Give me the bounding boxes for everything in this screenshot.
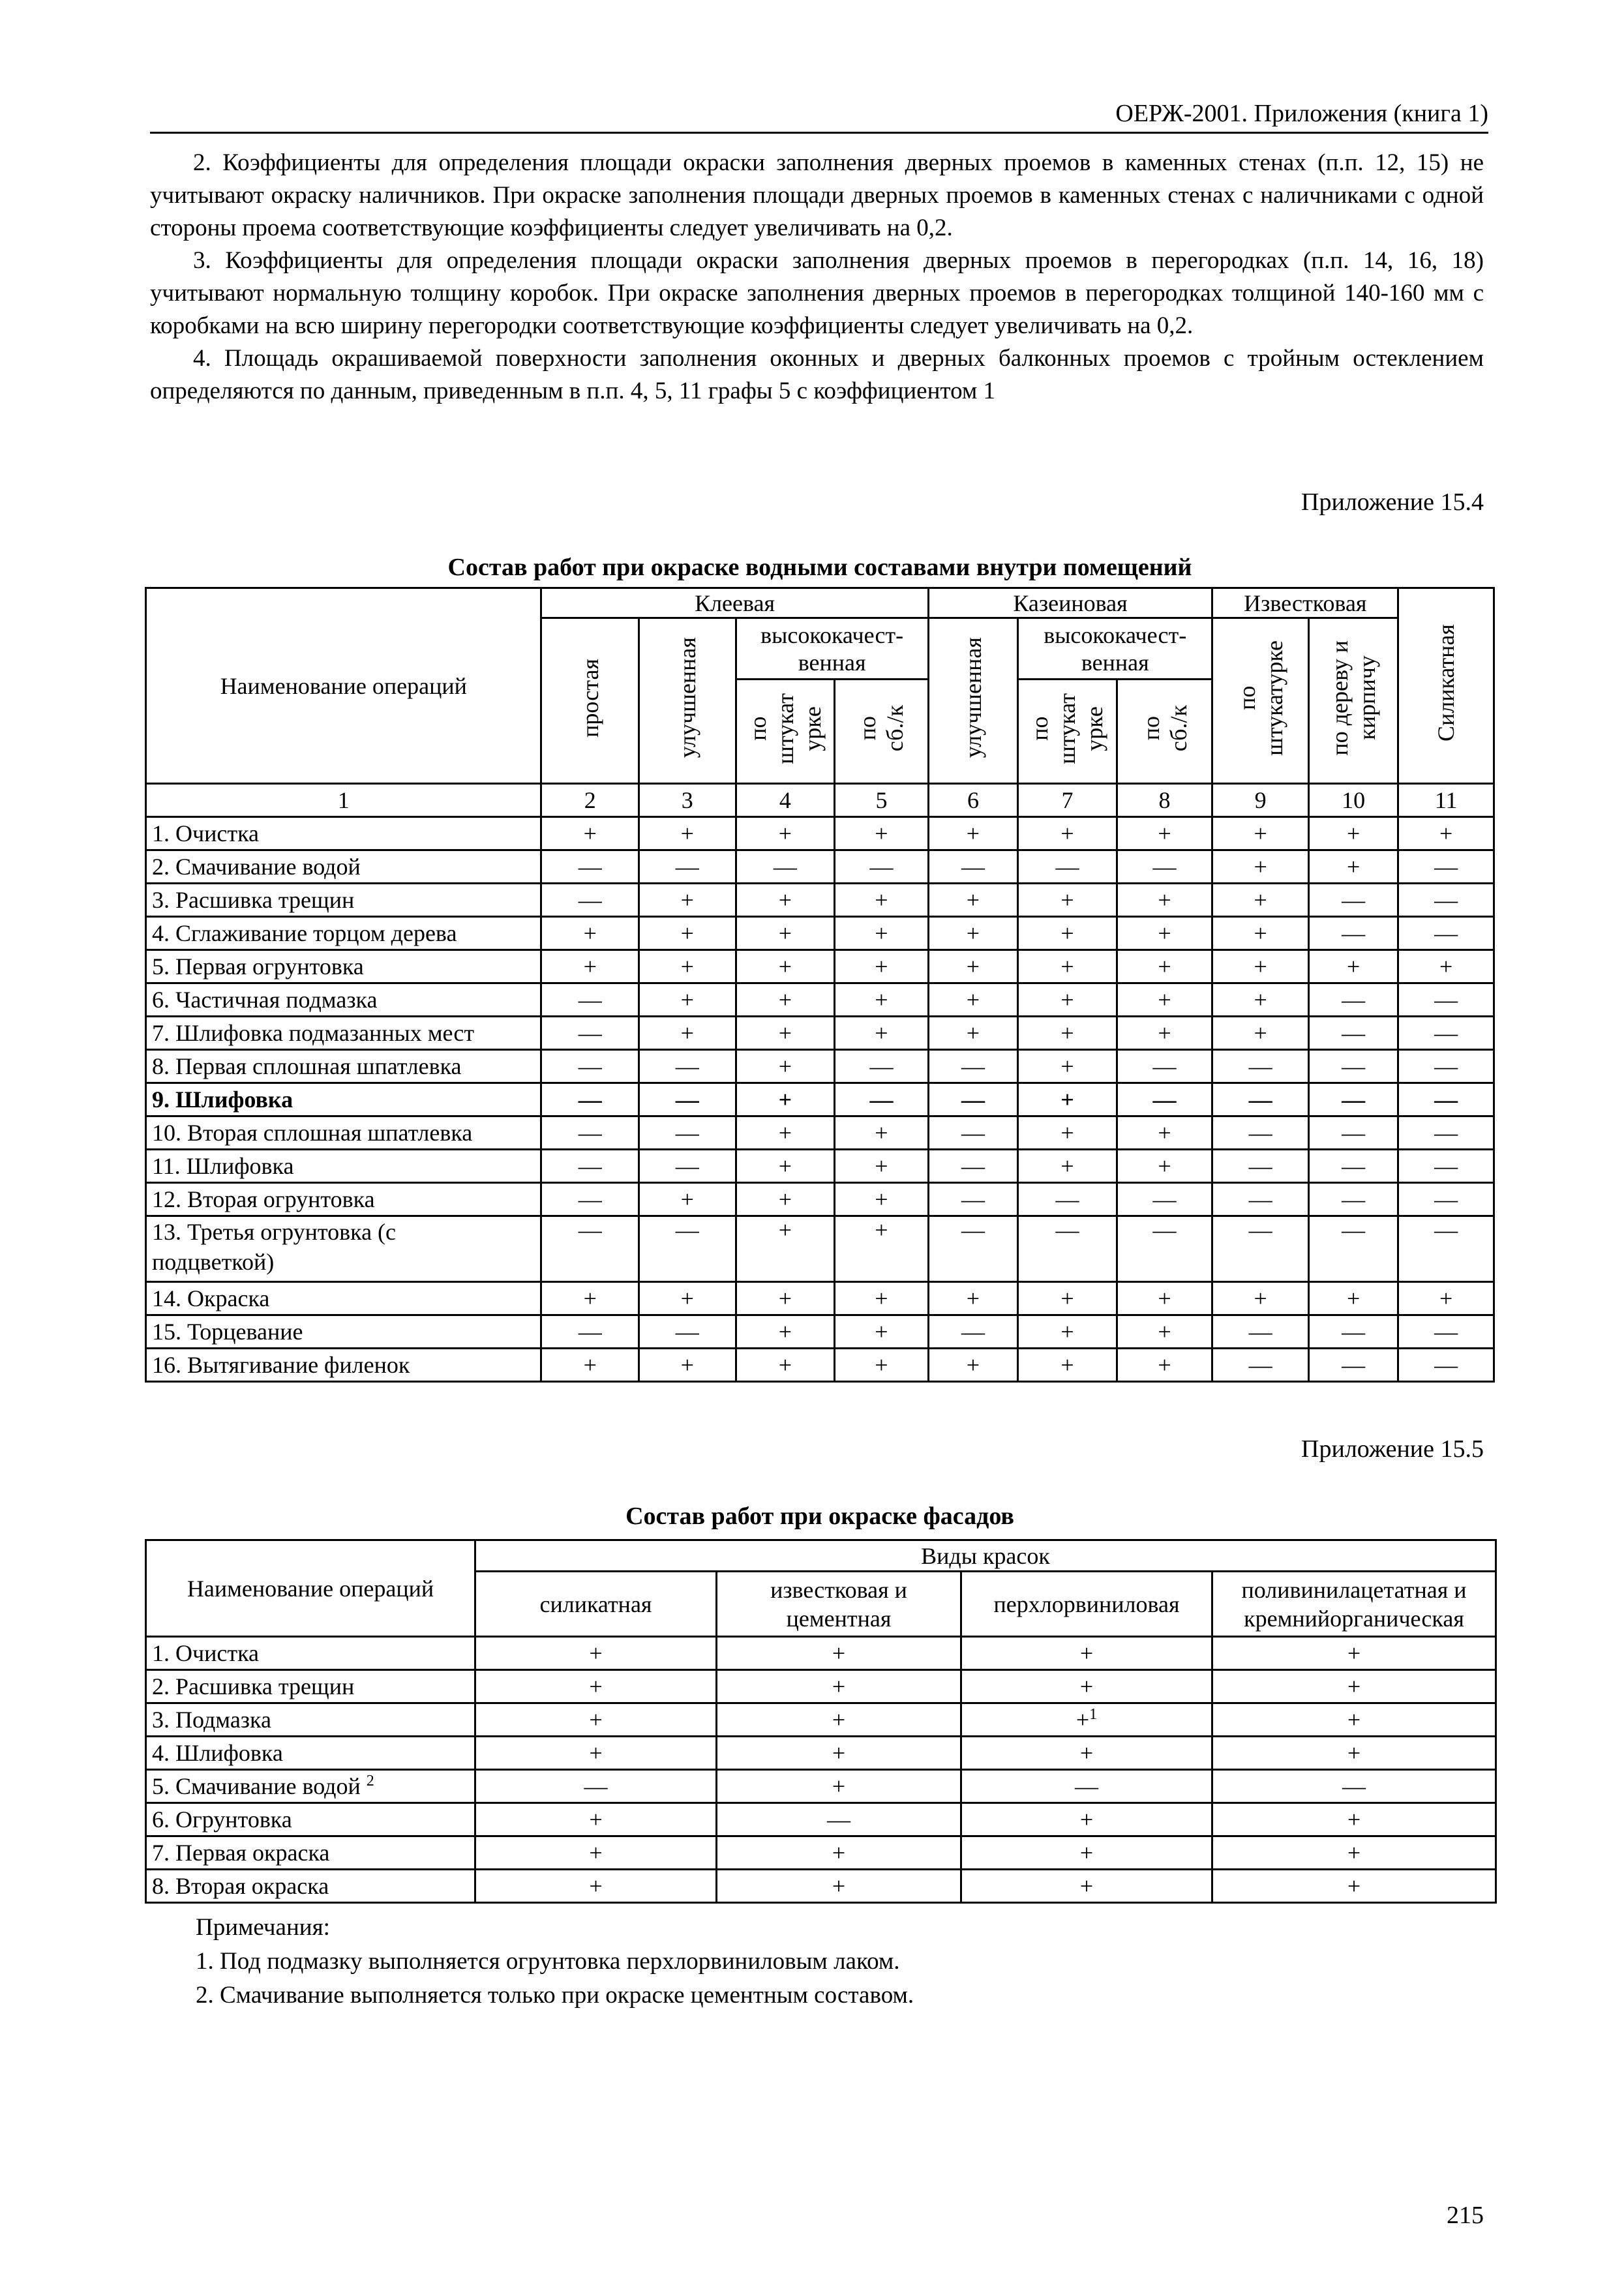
table-cell: — bbox=[541, 1017, 639, 1050]
table-row bbox=[146, 817, 1494, 850]
table-cell: + bbox=[475, 1836, 717, 1870]
footnotes bbox=[196, 1911, 914, 2012]
table-cell: + bbox=[961, 1803, 1212, 1836]
operation-name: 7. Первая окраска bbox=[146, 1836, 475, 1870]
table-cell: + bbox=[928, 1282, 1017, 1315]
table-row bbox=[146, 1737, 1496, 1770]
note-paragraph: 4. Площадь окрашиваемой поверхности заполнения оконных и дверных балконных проемов с тройным остеклением определяются по данным, приведенным в п.п. 4, 5, 11 графы 5 с коэффициентом 1 bbox=[150, 345, 1484, 404]
footnotes-heading: Примечания: bbox=[196, 1914, 330, 1941]
table-cell: — bbox=[1117, 1216, 1212, 1282]
table-cell: + bbox=[835, 1183, 929, 1216]
table-cell: + bbox=[928, 950, 1017, 983]
operation-name: 12. Вторая огрунтовка bbox=[146, 1183, 541, 1216]
table-cell: + bbox=[541, 950, 639, 983]
table-cell: — bbox=[1308, 1349, 1398, 1382]
table-row bbox=[146, 1116, 1494, 1150]
table-cell: + bbox=[928, 983, 1017, 1017]
table-cell: — bbox=[1398, 1050, 1494, 1083]
operation-name: 16. Вытягивание филенок bbox=[146, 1349, 541, 1382]
table-cell: — bbox=[541, 1150, 639, 1183]
sbk-header: по сб./к bbox=[835, 680, 929, 784]
operation-name: 4. Сглаживание торцом дерева bbox=[146, 917, 541, 950]
table-cell: + bbox=[835, 1349, 929, 1382]
table-cell: + bbox=[1398, 817, 1494, 850]
table-cell: — bbox=[1398, 983, 1494, 1017]
table-cell: + bbox=[1212, 1637, 1496, 1670]
table-cell: — bbox=[1308, 983, 1398, 1017]
table-cell: + bbox=[736, 1083, 835, 1116]
table-cell: + bbox=[1018, 1315, 1117, 1349]
table-row bbox=[146, 917, 1494, 950]
table-cell: — bbox=[1398, 917, 1494, 950]
table-cell: + bbox=[1212, 884, 1309, 917]
table-cell: — bbox=[1398, 1183, 1494, 1216]
column-number: 10 bbox=[1308, 784, 1398, 817]
lime-wood-header: по дереву и кирпичу bbox=[1308, 618, 1398, 784]
table-cell: + bbox=[736, 1216, 835, 1282]
table-cell: + bbox=[1018, 1349, 1117, 1382]
table-cell: + bbox=[639, 1183, 736, 1216]
silicate-paint-header: силикатная bbox=[475, 1572, 717, 1637]
table-cell: — bbox=[928, 1315, 1017, 1349]
table-row bbox=[146, 884, 1494, 917]
table-cell: + bbox=[961, 1870, 1212, 1903]
table-cell: — bbox=[1308, 1083, 1398, 1116]
column-number: 3 bbox=[639, 784, 736, 817]
indoor-painting-table bbox=[145, 587, 1495, 1383]
table-cell: + bbox=[475, 1803, 717, 1836]
table-cell: — bbox=[1212, 1216, 1309, 1282]
appendix-15-4-label: Приложение 15.4 bbox=[1301, 488, 1484, 516]
table-cell: + bbox=[1018, 817, 1117, 850]
table-cell: + bbox=[1117, 1349, 1212, 1382]
table-cell: — bbox=[1212, 1183, 1309, 1216]
table-row bbox=[146, 1670, 1496, 1703]
lime-header: Известковая bbox=[1212, 588, 1398, 618]
table-cell: + bbox=[835, 884, 929, 917]
table-cell: + bbox=[736, 817, 835, 850]
table-row bbox=[146, 983, 1494, 1017]
table-cell: — bbox=[1308, 1150, 1398, 1183]
table-cell: + bbox=[1398, 1282, 1494, 1315]
table-cell: + bbox=[928, 1349, 1017, 1382]
table-row bbox=[146, 1017, 1494, 1050]
table-cell: + bbox=[1018, 917, 1117, 950]
table-cell: + bbox=[961, 1836, 1212, 1870]
column-number: 8 bbox=[1117, 784, 1212, 817]
table-cell: — bbox=[928, 1050, 1017, 1083]
table-cell: + bbox=[1018, 1282, 1117, 1315]
operation-name: 6. Частичная подмазка bbox=[146, 983, 541, 1017]
operation-name: 13. Третья огрунтовка (с подцветкой) bbox=[146, 1216, 541, 1282]
table-cell: — bbox=[1308, 1183, 1398, 1216]
table-cell: + bbox=[835, 1282, 929, 1315]
table-cell: — bbox=[541, 850, 639, 884]
casein-plaster-header: по штукат урке bbox=[1018, 680, 1117, 784]
table-cell: + bbox=[639, 817, 736, 850]
improved-header: улучшенная bbox=[639, 618, 736, 784]
table-cell: + bbox=[475, 1737, 717, 1770]
table-cell: + bbox=[475, 1670, 717, 1703]
facade-painting-table bbox=[145, 1539, 1497, 1904]
table-cell: — bbox=[1308, 917, 1398, 950]
table-cell: + bbox=[1308, 850, 1398, 884]
table-cell: + bbox=[639, 1017, 736, 1050]
table-cell: — bbox=[1018, 1183, 1117, 1216]
pva-header: поливинилацетатная и кремнийорганическая bbox=[1212, 1572, 1496, 1637]
table-cell: + bbox=[1018, 950, 1117, 983]
table-row bbox=[146, 1803, 1496, 1836]
casein-header: Казеиновая bbox=[928, 588, 1212, 618]
table-cell: + bbox=[736, 917, 835, 950]
table-cell: — bbox=[1308, 1216, 1398, 1282]
table-cell: + bbox=[1308, 950, 1398, 983]
table-cell: — bbox=[1308, 1050, 1398, 1083]
column-number: 1 bbox=[146, 784, 541, 817]
table-cell: + bbox=[1308, 817, 1398, 850]
table-cell: — bbox=[1117, 1183, 1212, 1216]
table-cell: — bbox=[928, 1083, 1017, 1116]
table-cell: + bbox=[1212, 1017, 1309, 1050]
table-row bbox=[146, 1836, 1496, 1870]
table-cell: + bbox=[928, 884, 1017, 917]
facade-operation-header: Наименование операций bbox=[146, 1540, 475, 1637]
table-cell: + bbox=[1018, 884, 1117, 917]
table-cell: — bbox=[1212, 1315, 1309, 1349]
table-cell: — bbox=[1212, 1150, 1309, 1183]
table-cell: — bbox=[928, 1116, 1017, 1150]
simple-header: простая bbox=[541, 618, 639, 784]
table-cell: — bbox=[1212, 1349, 1309, 1382]
footnote-marker: 1 bbox=[1089, 1706, 1098, 1723]
table-row bbox=[146, 1050, 1494, 1083]
table-cell: + bbox=[835, 917, 929, 950]
table-cell: — bbox=[835, 850, 929, 884]
note-paragraph: 3. Коэффициенты для определения площади окраски заполнения дверных проемов в перегородках (п.п. 14, 16, 18) учитывают нормальную толщину коробок. При окраске заполнения дверных проемов в перегородках толщиной 140-160 мм с коробками на всю ширину перегородки соответствующие коэффициенты следует увеличивать на 0,2. bbox=[150, 247, 1484, 339]
table-cell: + bbox=[835, 950, 929, 983]
table-cell: — bbox=[639, 1216, 736, 1282]
footnote-marker: 2 bbox=[366, 1773, 374, 1789]
table-cell: — bbox=[1117, 1083, 1212, 1116]
page-number: 215 bbox=[1447, 2202, 1484, 2229]
table-cell: — bbox=[1212, 1083, 1309, 1116]
table-cell: — bbox=[928, 1183, 1017, 1216]
table-cell: + bbox=[717, 1637, 961, 1670]
appendix-15-4-title: Состав работ при окраске водными составами внутри помещений bbox=[447, 554, 1192, 581]
table-cell: + bbox=[1212, 1282, 1309, 1315]
table-cell: + bbox=[541, 917, 639, 950]
table-cell: — bbox=[1212, 1050, 1309, 1083]
table-cell: + bbox=[717, 1670, 961, 1703]
table-cell: + bbox=[639, 1282, 736, 1315]
silicate-header: Силикатная bbox=[1398, 588, 1494, 784]
appendix-15-5-title: Состав работ при окраске фасадов bbox=[625, 1503, 1014, 1530]
column-number: 2 bbox=[541, 784, 639, 817]
table-cell: + bbox=[541, 817, 639, 850]
table-cell: + bbox=[475, 1637, 717, 1670]
table-cell: + bbox=[1212, 850, 1309, 884]
table-cell: + bbox=[1212, 1703, 1496, 1737]
table-cell: + bbox=[541, 1282, 639, 1315]
table-cell: + bbox=[1212, 1737, 1496, 1770]
table-cell: — bbox=[639, 1150, 736, 1183]
table-cell: — bbox=[928, 1150, 1017, 1183]
table-row bbox=[146, 1216, 1494, 1282]
table-cell: + bbox=[961, 1737, 1212, 1770]
table-cell: + bbox=[1212, 1870, 1496, 1903]
operation-name: 1. Очистка bbox=[146, 817, 541, 850]
table-cell: — bbox=[835, 1083, 929, 1116]
table-cell: + bbox=[1212, 917, 1309, 950]
table-row bbox=[146, 1150, 1494, 1183]
table-cell: + bbox=[717, 1770, 961, 1803]
table-cell: + bbox=[1018, 1017, 1117, 1050]
table-cell: + bbox=[1117, 983, 1212, 1017]
operation-name: 15. Торцевание bbox=[146, 1315, 541, 1349]
table-cell: — bbox=[1398, 1315, 1494, 1349]
table-cell: + bbox=[1308, 1282, 1398, 1315]
table-cell: — bbox=[639, 850, 736, 884]
table-cell: + bbox=[639, 884, 736, 917]
table-cell: — bbox=[541, 1116, 639, 1150]
operation-name: 5. Первая огрунтовка bbox=[146, 950, 541, 983]
table-cell: + bbox=[1117, 917, 1212, 950]
table-cell: + bbox=[639, 1349, 736, 1382]
note-paragraph: 2. Коэффициенты для определения площади окраски заполнения дверных проемов в каменных стенах (п.п. 12, 15) не учитывают окраску наличников. При окраске заполнения площади дверных проемов в каменных стенах с наличниками с одной стороны проема соответствующие коэффициенты следует увеличивать на 0,2. bbox=[150, 149, 1484, 241]
table-cell: — bbox=[1308, 1116, 1398, 1150]
table-cell: + bbox=[928, 917, 1017, 950]
table-cell: + bbox=[835, 1315, 929, 1349]
table-cell: — bbox=[639, 1315, 736, 1349]
table-cell: + bbox=[736, 884, 835, 917]
table-cell: + bbox=[1117, 1017, 1212, 1050]
paint-types-header: Виды красок bbox=[475, 1540, 1496, 1572]
table-cell: — bbox=[1398, 1017, 1494, 1050]
table-row bbox=[146, 1183, 1494, 1216]
table-cell: + bbox=[1212, 1803, 1496, 1836]
table-cell: + bbox=[1117, 884, 1212, 917]
table-cell: — bbox=[1117, 850, 1212, 884]
table-cell: — bbox=[1308, 1017, 1398, 1050]
column-number: 4 bbox=[736, 784, 835, 817]
table-cell: — bbox=[1398, 884, 1494, 917]
table-row bbox=[146, 1315, 1494, 1349]
table-cell: + bbox=[928, 817, 1017, 850]
table-row bbox=[146, 1703, 1496, 1737]
operation-name: 2. Расшивка трещин bbox=[146, 1670, 475, 1703]
table-cell: + bbox=[1117, 1282, 1212, 1315]
table-cell: — bbox=[736, 850, 835, 884]
operation-name: 9. Шлифовка bbox=[146, 1083, 541, 1116]
table-cell: + bbox=[1117, 1150, 1212, 1183]
high-quality-header: высококачест- венная bbox=[736, 618, 928, 680]
table-cell: + bbox=[736, 950, 835, 983]
table-cell: — bbox=[835, 1050, 929, 1083]
table-row bbox=[146, 1349, 1494, 1382]
table-cell: + bbox=[475, 1870, 717, 1903]
table-cell: + bbox=[1117, 1116, 1212, 1150]
table-cell: — bbox=[541, 1315, 639, 1349]
table-cell: + bbox=[1212, 983, 1309, 1017]
table-cell: + bbox=[835, 983, 929, 1017]
table-cell: + bbox=[1018, 983, 1117, 1017]
table-cell: + bbox=[1212, 950, 1309, 983]
operation-name: 8. Первая сплошная шпатлевка bbox=[146, 1050, 541, 1083]
table-cell: + bbox=[736, 1183, 835, 1216]
table-cell: — bbox=[1308, 884, 1398, 917]
table-cell: + bbox=[736, 983, 835, 1017]
footnote-item: 1. Под подмазку выполняется огрунтовка перхлорвиниловым лаком. bbox=[196, 1948, 900, 1975]
table-cell: — bbox=[541, 983, 639, 1017]
perchlorvinyl-header: перхлорвиниловая bbox=[961, 1572, 1212, 1637]
table-cell: — bbox=[541, 1050, 639, 1083]
table-cell: — bbox=[1398, 1116, 1494, 1150]
lime-cement-header: известковая и цементная bbox=[717, 1572, 961, 1637]
table-cell: + bbox=[717, 1870, 961, 1903]
table-cell: + bbox=[1018, 1150, 1117, 1183]
operation-name: 14. Окраска bbox=[146, 1282, 541, 1315]
table-cell: — bbox=[475, 1770, 717, 1803]
table-cell: + bbox=[1398, 950, 1494, 983]
table-cell: — bbox=[928, 1216, 1017, 1282]
header-title: ОЕРЖ-2001. Приложения (книга 1) bbox=[1115, 100, 1488, 127]
casein-improved-header: улучшенная bbox=[928, 618, 1017, 784]
table-cell: + bbox=[541, 1349, 639, 1382]
operation-name: 8. Вторая окраска bbox=[146, 1870, 475, 1903]
table-cell: + bbox=[1212, 817, 1309, 850]
column-number: 7 bbox=[1018, 784, 1117, 817]
table-cell: — bbox=[1308, 1315, 1398, 1349]
operation-name: 10. Вторая сплошная шпатлевка bbox=[146, 1116, 541, 1150]
operation-header: Наименование операций bbox=[146, 588, 541, 784]
table-cell: — bbox=[1212, 1116, 1309, 1150]
table-cell: + bbox=[639, 917, 736, 950]
table-row bbox=[146, 1637, 1496, 1670]
table-cell: — bbox=[1398, 1083, 1494, 1116]
running-header bbox=[150, 99, 1488, 134]
table-cell: — bbox=[1398, 850, 1494, 884]
table-cell: + bbox=[736, 1315, 835, 1349]
table-cell: + bbox=[639, 950, 736, 983]
table-cell: + bbox=[736, 1017, 835, 1050]
table-cell: + bbox=[736, 1150, 835, 1183]
appendix-15-5-label: Приложение 15.5 bbox=[1301, 1435, 1484, 1463]
table-cell: + bbox=[835, 1116, 929, 1150]
table-cell: + bbox=[961, 1637, 1212, 1670]
table-cell: + bbox=[717, 1703, 961, 1737]
table-cell: + bbox=[961, 1670, 1212, 1703]
operation-name: 5. Смачивание водой $^2$ bbox=[146, 1770, 475, 1803]
table-cell: — bbox=[1018, 850, 1117, 884]
operation-name: 11. Шлифовка bbox=[146, 1150, 541, 1183]
column-number: 9 bbox=[1212, 784, 1309, 817]
table-cell: + bbox=[1018, 1050, 1117, 1083]
table-cell: + bbox=[717, 1836, 961, 1870]
table-cell: + bbox=[835, 1150, 929, 1183]
column-number: 6 bbox=[928, 784, 1017, 817]
operation-name: 6. Огрунтовка bbox=[146, 1803, 475, 1836]
table-cell: + bbox=[928, 1017, 1017, 1050]
table-row bbox=[146, 1083, 1494, 1116]
table-cell: + bbox=[1212, 1836, 1496, 1870]
table-cell: + bbox=[1018, 1083, 1117, 1116]
table-cell: — bbox=[541, 1216, 639, 1282]
table-cell: + bbox=[717, 1737, 961, 1770]
column-number: 11 bbox=[1398, 784, 1494, 817]
operation-name: 3. Подмазка bbox=[146, 1703, 475, 1737]
table-cell: + bbox=[736, 1282, 835, 1315]
table-row bbox=[146, 1282, 1494, 1315]
table-cell: — bbox=[541, 1083, 639, 1116]
table-cell: + bbox=[1117, 950, 1212, 983]
table-row bbox=[146, 1870, 1496, 1903]
column-number: 5 bbox=[835, 784, 929, 817]
table-cell: — bbox=[541, 1183, 639, 1216]
table-cell: — bbox=[541, 884, 639, 917]
table-cell: — bbox=[639, 1083, 736, 1116]
table-cell: — bbox=[1018, 1216, 1117, 1282]
table-cell: + bbox=[736, 1116, 835, 1150]
table-cell: — bbox=[961, 1770, 1212, 1803]
operation-name: 3. Расшивка трещин bbox=[146, 884, 541, 917]
operation-name: 1. Очистка bbox=[146, 1637, 475, 1670]
table-cell: + bbox=[1212, 1670, 1496, 1703]
column-numbers-row bbox=[146, 784, 1494, 817]
notes-block bbox=[150, 147, 1484, 408]
table-row bbox=[146, 950, 1494, 983]
table-cell: — bbox=[1212, 1770, 1496, 1803]
table-cell: + bbox=[736, 1050, 835, 1083]
table-cell: +$^1$ bbox=[961, 1703, 1212, 1737]
casein-high-quality-header: высококачест- венная bbox=[1018, 618, 1212, 680]
table-cell: — bbox=[1398, 1150, 1494, 1183]
table-cell: — bbox=[1117, 1050, 1212, 1083]
footnote-item: 2. Смачивание выполняется только при окраске цементным составом. bbox=[196, 1982, 914, 2009]
operation-name: 4. Шлифовка bbox=[146, 1737, 475, 1770]
operation-name: 2. Смачивание водой bbox=[146, 850, 541, 884]
table-cell: + bbox=[835, 817, 929, 850]
table-cell: + bbox=[1117, 817, 1212, 850]
table-row bbox=[146, 1770, 1496, 1803]
table-cell: + bbox=[1117, 1315, 1212, 1349]
lime-plaster-header: по штукатурке bbox=[1212, 618, 1309, 784]
glue-header: Клеевая bbox=[541, 588, 928, 618]
plaster-header: по штукат урке bbox=[736, 680, 835, 784]
table-cell: + bbox=[736, 1349, 835, 1382]
table-cell: + bbox=[835, 1216, 929, 1282]
table-cell: — bbox=[717, 1803, 961, 1836]
table-cell: + bbox=[835, 1017, 929, 1050]
table-cell: — bbox=[639, 1116, 736, 1150]
casein-sbk-header: по сб./к bbox=[1117, 680, 1212, 784]
operation-name: 7. Шлифовка подмазанных мест bbox=[146, 1017, 541, 1050]
table-cell: — bbox=[1398, 1349, 1494, 1382]
table-row bbox=[146, 850, 1494, 884]
table-cell: + bbox=[1018, 1116, 1117, 1150]
table-cell: — bbox=[639, 1050, 736, 1083]
table-cell: + bbox=[475, 1703, 717, 1737]
table-cell: — bbox=[1398, 1216, 1494, 1282]
table-cell: — bbox=[928, 850, 1017, 884]
table-cell: + bbox=[639, 983, 736, 1017]
